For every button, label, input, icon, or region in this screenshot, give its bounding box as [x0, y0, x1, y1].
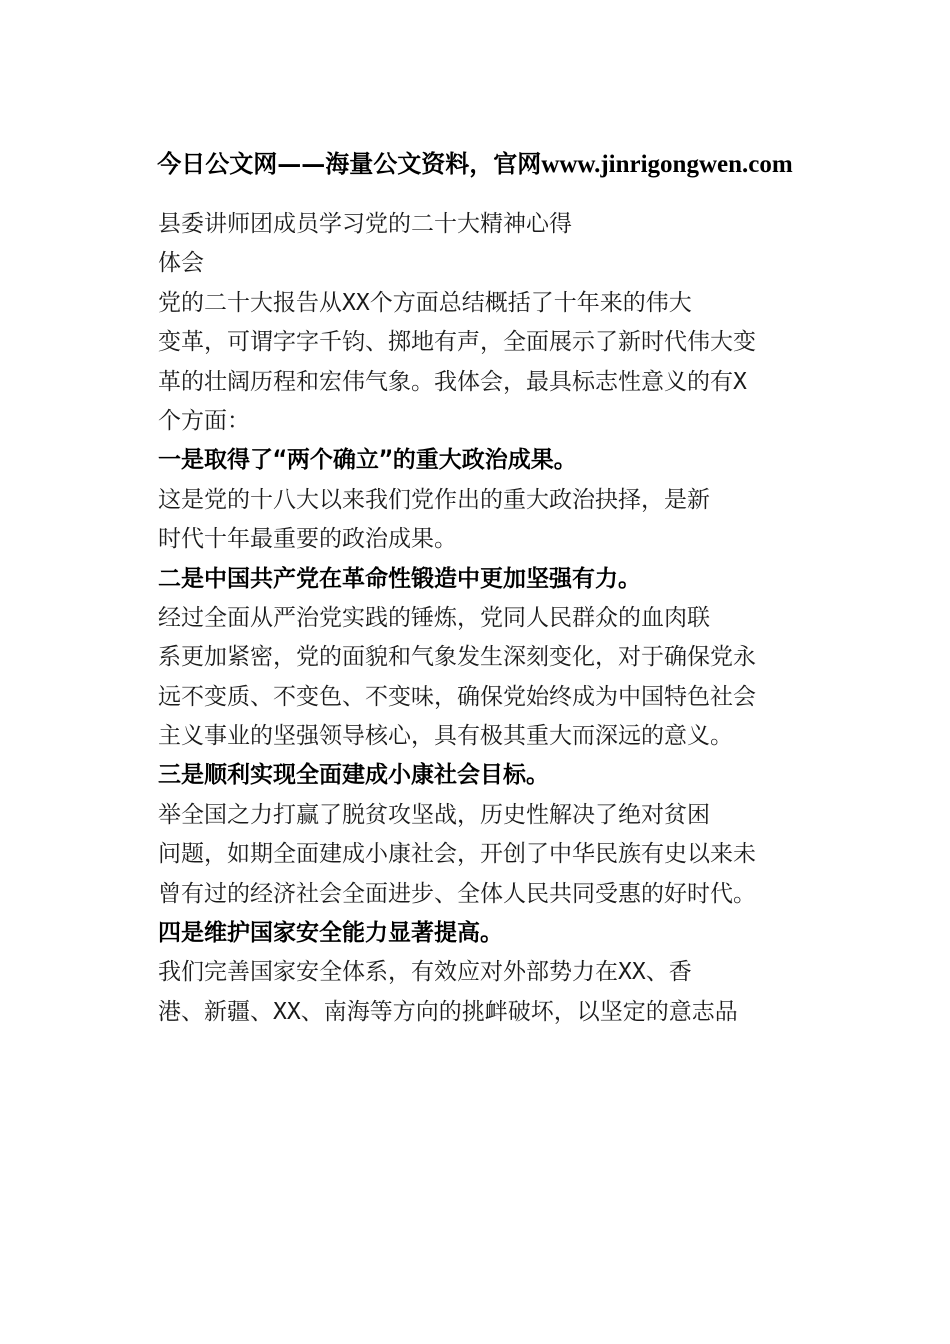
paragraph-line: 经过全面从严治党实践的锤炼，党同人民群众的血肉联 — [158, 604, 710, 631]
paragraph-line: 远不变质、不变色、不变味，确保党始终成为中国特色社会 — [158, 683, 756, 710]
paragraph-line: 主义事业的坚强领导核心，具有极其重大而深远的意义。 — [158, 723, 733, 750]
site-url-link[interactable]: www.jinrigongwen.com — [541, 151, 793, 178]
site-header — [0, 144, 950, 185]
document-title-line-2: 体会 — [158, 250, 204, 277]
paragraph-line: 个方面： — [158, 407, 250, 434]
document-body — [158, 205, 838, 1032]
document-title-line-1: 县委讲师团成员学习党的二十大精神心得 — [158, 211, 572, 237]
paragraph-line: 这是党的十八大以来我们党作出的重大政治抉择，是新 — [158, 486, 710, 513]
section-heading-2: 二是中国共产党在革命性锻造中更加坚强有力。 — [158, 565, 641, 592]
paragraph-line: 革的壮阔历程和宏伟气象。我体会，最具标志性意义的有X — [158, 368, 747, 395]
paragraph-line: 党的二十大报告从XX个方面总结概括了十年来的伟大 — [158, 289, 692, 316]
section-heading-1: 一是取得了“两个确立”的重大政治成果。 — [158, 447, 577, 474]
paragraph-line: 我们完善国家安全体系，有效应对外部势力在XX、香 — [158, 959, 692, 986]
site-header-text: 今日公文网——海量公文资料，官网 — [157, 149, 542, 178]
section-heading-4: 四是维护国家安全能力显著提高。 — [158, 920, 503, 947]
paragraph-line: 举全国之力打赢了脱贫攻坚战，历史性解决了绝对贫困 — [158, 801, 710, 828]
paragraph-line: 曾有过的经济社会全面进步、全体人民共同受惠的好时代。 — [158, 880, 756, 907]
paragraph-line: 系更加紧密，党的面貌和气象发生深刻变化，对于确保党永 — [158, 644, 756, 671]
paragraph-line: 问题，如期全面建成小康社会，开创了中华民族有史以来未 — [158, 841, 756, 868]
section-heading-3: 三是顺利实现全面建成小康社会目标。 — [158, 762, 549, 789]
paragraph-line: 港、新疆、XX、南海等方向的挑衅破坏，以坚定的意志品 — [158, 998, 738, 1025]
paragraph-line: 变革，可谓字字千钧、掷地有声，全面展示了新时代伟大变 — [158, 329, 756, 356]
paragraph-line: 时代十年最重要的政治成果。 — [158, 526, 457, 553]
